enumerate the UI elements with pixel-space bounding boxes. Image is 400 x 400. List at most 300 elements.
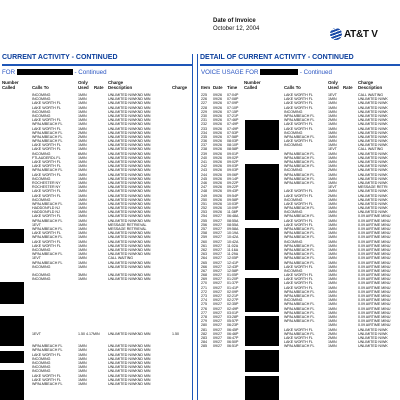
used-cell: 1MIN <box>328 160 337 164</box>
used-cell: 1MIN <box>78 160 87 164</box>
used-cell: 1MIN <box>78 185 87 190</box>
redaction-bar <box>0 166 24 192</box>
used-cell: 1EVT <box>328 93 337 97</box>
charge-desc-cell: UNLIMITED N/WK <box>358 160 388 164</box>
used-cell: 1MIN <box>78 164 87 169</box>
used-cell: 1MIN <box>328 172 337 177</box>
used-cell: 1MIN <box>78 197 87 202</box>
item-cell: 283 <box>201 335 207 340</box>
time-cell: 06:48A <box>227 214 239 219</box>
used-cell: 1MIN <box>328 268 337 273</box>
right-activity-panel <box>197 54 400 400</box>
item-cell: 271 <box>201 285 207 290</box>
item-cell: 227 <box>201 101 207 106</box>
used-cell: 1MIN <box>328 105 337 110</box>
calls-to-cell: LAKE WORTH FL <box>284 126 313 131</box>
item-cell: 245 <box>201 176 207 181</box>
date-cell: 09/27 <box>213 243 222 248</box>
item-cell: 257 <box>201 227 207 231</box>
date-cell: 09/26 <box>213 151 222 156</box>
used-cell: 2MIN <box>328 168 337 173</box>
time-cell: 08:55A <box>227 218 239 223</box>
charge-desc-cell: UNLIMITED N/WK <box>358 118 388 123</box>
charge-desc-cell: UNLIMITED N/WK <box>358 189 388 194</box>
calls-to-cell: LAKE WORTH FL <box>32 172 61 177</box>
date-cell: 09/26 <box>213 206 222 211</box>
charge-desc-cell: 0.09 AIRTIME MINU <box>358 273 391 278</box>
item-cell: 276 <box>201 306 207 311</box>
calls-to-cell: WPALMBEACH FL <box>32 130 63 135</box>
right-sub-title-prefix: VOICE USAGE FOR <box>201 69 259 76</box>
item-cell: 241 <box>201 160 207 164</box>
date-cell: 09/26 <box>213 160 222 164</box>
charge-desc-cell: UNLIMITED N/WKND MIN <box>108 247 151 252</box>
used-cell: 1MIN <box>78 143 87 148</box>
charge-desc-cell: UNLIMITED N/WKND MIN <box>108 139 151 144</box>
date-cell: 09/26 <box>213 130 222 135</box>
invoice-header <box>0 0 400 50</box>
item-cell: 269 <box>201 277 207 282</box>
used-cell: 1MIN <box>328 344 337 349</box>
redaction-bar <box>245 316 279 346</box>
time-cell: 12:05P <box>227 256 239 261</box>
used-cell: 1MIN <box>328 323 337 328</box>
charge-desc-cell: 0.09 AIRTIME MINU <box>358 260 391 265</box>
used-cell: 1MIN <box>328 289 337 294</box>
charge-desc-cell: 0.09 AIRTIME MINU <box>358 268 391 273</box>
used-cell: 1MIN <box>78 93 87 97</box>
used-cell: 2MIN <box>328 331 337 336</box>
calls-to-cell: LAKE WORTH FL <box>32 105 61 110</box>
calls-to-cell: WPALMBEACH FL <box>284 310 315 315</box>
calls-to-cell: WPALMBEACH FL <box>284 256 315 261</box>
calls-to-cell: INCOMING <box>284 130 303 135</box>
date-cell: 09/27 <box>213 306 222 311</box>
time-cell: 07:58P <box>227 134 239 139</box>
date-cell: 09/27 <box>213 294 222 298</box>
used-cell: 1.50 4.17MIN <box>78 331 100 336</box>
date-cell: 09/27 <box>213 260 222 265</box>
charge-desc-cell: UNLIMITED N/WK <box>358 130 388 135</box>
right-rows <box>198 93 400 348</box>
item-cell: 270 <box>201 281 207 286</box>
time-cell: 07:08P <box>227 97 239 102</box>
date-cell: 09/27 <box>213 285 222 290</box>
date-cell: 09/27 <box>213 235 222 240</box>
used-cell: 1MIN <box>328 310 337 315</box>
charge-desc-cell: UNLIMITED N/WK <box>358 97 388 102</box>
used-cell: 1MIN <box>78 101 87 106</box>
used-cell: 1MIN <box>328 143 337 148</box>
date-cell: 09/26 <box>213 168 222 173</box>
calls-to-cell: INCOMING <box>284 210 303 215</box>
date-cell: 09/27 <box>213 222 222 227</box>
calls-to-cell: WPALMBEACH FL <box>284 172 315 177</box>
calls-to-cell: INCOMING <box>32 151 51 156</box>
date-cell: 09/27 <box>213 239 222 244</box>
att-logo <box>330 27 378 41</box>
calls-to-cell: LAKE WORTH FL <box>32 193 61 198</box>
item-cell: 235 <box>201 134 207 139</box>
calls-to-cell: WPALMBEACH FL <box>32 252 63 257</box>
item-cell: 266 <box>201 264 207 269</box>
calls-to-cell: WPALMBEACH FL <box>284 227 315 231</box>
used-cell: 1MIN <box>78 222 87 227</box>
redaction-bar <box>245 278 279 312</box>
charge-desc-cell: 0.09 AIRTIME MINU <box>358 323 391 328</box>
calls-to-cell: ROCHESTER NY <box>32 180 61 185</box>
item-cell: 228 <box>201 105 207 110</box>
calls-to-cell: INCOMING <box>32 176 51 181</box>
calls-to-cell: INCOMING <box>284 298 303 303</box>
time-cell: 11:29A <box>227 252 239 257</box>
date-cell: 09/27 <box>213 264 222 269</box>
used-cell: 1MIN <box>328 327 337 332</box>
date-cell: 09/27 <box>213 289 222 294</box>
calls-to-cell: LAKE WORTH FL <box>284 281 313 286</box>
date-cell: 09/27 <box>213 302 222 307</box>
charge-cell: 1.50 <box>172 331 179 336</box>
used-cell: 1MIN <box>328 164 337 169</box>
calls-to-cell: LAKE WORTH FL <box>284 201 313 206</box>
used-cell: 1MIN <box>78 155 87 160</box>
calls-to-cell: LAKE WORTH FL <box>284 285 313 290</box>
time-cell: 08:10P <box>227 143 239 148</box>
used-cell: 1MIN <box>78 176 87 181</box>
charge-desc-cell: UNLIMITED N/WKND MIN <box>108 172 151 177</box>
calls-to-cell: INCOMING <box>32 109 51 114</box>
time-cell: 09:03P <box>227 168 239 173</box>
calls-to-cell: LAKE WORTH FL <box>284 218 313 223</box>
calls-to-cell: WPALMBEACH FL <box>284 176 315 181</box>
charge-desc-cell: UNLIMITED N/WKND MIN <box>108 197 151 202</box>
time-cell: 07:53P <box>227 130 239 135</box>
charge-desc-cell: UNLIMITED N/WKND MIN <box>108 122 151 127</box>
time-cell: 02:09P <box>227 289 239 294</box>
date-cell: 09/27 <box>213 331 222 336</box>
used-cell: 1MIN <box>328 122 337 127</box>
used-cell: 1MIN <box>78 344 87 349</box>
left-activity-panel <box>0 54 193 400</box>
date-cell: 09/26 <box>213 176 222 181</box>
used-cell: 1MIN <box>78 109 87 114</box>
item-cell: 246 <box>201 180 207 185</box>
calls-to-cell: WPALMBEACH FL <box>32 227 63 231</box>
item-cell: 225 <box>201 93 207 97</box>
item-cell: 231 <box>201 118 207 123</box>
item-cell: 280 <box>201 323 207 328</box>
calls-to-cell: WPALMBEACH FL <box>284 306 315 311</box>
charge-desc-cell: UNLIMITED N/WK <box>358 113 388 118</box>
used-cell: 1MIN <box>328 214 337 219</box>
date-cell: 09/27 <box>213 247 222 252</box>
used-cell: 1MIN <box>78 365 87 370</box>
date-cell: 09/26 <box>213 201 222 206</box>
calls-to-cell: LAKE WORTH FL <box>284 273 313 278</box>
used-cell: 6MIN <box>78 151 87 156</box>
used-cell: 1MIN <box>328 231 337 236</box>
charge-desc-cell: UNLIMITED N/WKND MIN <box>108 105 151 110</box>
date-cell: 09/26 <box>213 210 222 215</box>
item-cell: 244 <box>201 172 207 177</box>
used-cell: 1MIN <box>78 381 87 386</box>
time-cell: 09:54P <box>227 193 239 198</box>
calls-to-cell: WPALMBEACH FL <box>32 218 63 223</box>
col-number: Number <box>244 80 261 86</box>
used-cell: 1MIN <box>328 314 337 319</box>
charge-desc-cell: 0.09 AIRTIME MINU <box>358 214 391 219</box>
item-cell: 268 <box>201 273 207 278</box>
col-called: Called <box>2 85 16 91</box>
time-cell: 06:46P <box>227 331 239 336</box>
item-cell: 275 <box>201 302 207 307</box>
time-cell: 11:16A <box>227 247 239 252</box>
date-cell: 09/26 <box>213 105 222 110</box>
date-cell: 09/27 <box>213 252 222 257</box>
date-cell: 09/26 <box>213 180 222 185</box>
charge-desc-cell: UNLIMITED N/WK <box>358 126 388 131</box>
date-cell: 09/27 <box>213 281 222 286</box>
charge-desc-cell: UNLIMITED N/WK <box>358 180 388 185</box>
used-cell: 1MIN <box>328 319 337 324</box>
date-cell: 09/26 <box>213 189 222 194</box>
time-cell: 09:02P <box>227 160 239 164</box>
charge-desc-cell: UNLIMITED N/WKND MIN <box>108 356 151 361</box>
used-cell: 1MIN <box>78 243 87 248</box>
col-number: Number <box>2 80 19 86</box>
charge-desc-cell: 0.09 AIRTIME MINU <box>358 302 391 307</box>
charge-desc-cell: 0.09 AIRTIME MINU <box>358 294 391 298</box>
used-cell: 1MIN <box>78 227 87 231</box>
item-cell: 262 <box>201 247 207 252</box>
item-cell: 264 <box>201 256 207 261</box>
charge-desc-cell: UNLIMITED N/WKND MIN <box>108 344 151 349</box>
used-cell: 1MIN <box>78 361 87 365</box>
used-cell: 1MIN <box>328 227 337 231</box>
used-cell: 1MIN <box>328 201 337 206</box>
charge-desc-cell: UNLIMITED N/WK <box>358 340 388 345</box>
used-cell: 1MIN <box>328 97 337 102</box>
calls-to-cell: INCOMING <box>32 273 51 278</box>
charge-desc-cell: UNLIMITED N/WKND MIN <box>108 273 151 278</box>
used-cell: 1MIN <box>78 352 87 357</box>
left-sub-title-suffix: - Continued <box>74 69 107 76</box>
charge-desc-cell: MESSAGE RETRI <box>358 185 388 190</box>
calls-to-cell: LAKE WORTH FL <box>32 377 61 382</box>
time-cell: 03:28P <box>227 314 239 319</box>
used-cell: 1MIN <box>328 243 337 248</box>
col-only: Only <box>328 80 338 86</box>
calls-to-cell: WPALMBEACH FL <box>32 235 63 240</box>
left-rows <box>0 93 192 386</box>
calls-to-cell: WPALMBEACH FL <box>284 113 315 118</box>
time-cell: 08:55A <box>227 222 239 227</box>
calls-to-cell: INCOMING <box>284 109 303 114</box>
used-cell: 2MIN <box>328 335 337 340</box>
calls-to-cell: WPALMBEACH FL <box>32 139 63 144</box>
col-rate: Rate <box>343 85 353 91</box>
time-cell: 09:43P <box>227 189 239 194</box>
calls-to-cell: LAKE WORTH FL <box>32 189 61 194</box>
used-cell: 1MIN <box>328 197 337 202</box>
calls-to-cell: WPALMBEACH FL <box>284 164 315 169</box>
date-cell: 09/26 <box>213 143 222 148</box>
time-cell: 11:02A <box>227 243 239 248</box>
date-cell: 09/26 <box>213 118 222 123</box>
calls-to-cell: LAKE WORTH FL <box>284 105 313 110</box>
calls-to-cell: WPALMBEACH FL <box>284 314 315 319</box>
calls-to-cell: WPALMBEACH FL <box>284 331 315 336</box>
time-cell: 08:03P <box>227 139 239 144</box>
charge-desc-cell: UNLIMITED N/WK <box>358 327 388 332</box>
calls-to-cell: LAKE WORTH FL <box>284 340 313 345</box>
item-cell: 252 <box>201 206 207 211</box>
calls-to-cell: WPALMBEACH FL <box>284 252 315 257</box>
charge-desc-cell: MESSAGE RETRIEVAL <box>108 222 147 227</box>
time-cell: 07:46P <box>227 118 239 123</box>
charge-desc-cell: CALL WAITING <box>358 147 384 152</box>
time-cell: 09:14P <box>227 176 239 181</box>
used-cell: 1MIN <box>328 210 337 215</box>
used-cell: 1MIN <box>78 239 87 244</box>
used-cell: 1MIN <box>78 218 87 223</box>
item-cell: 253 <box>201 210 207 215</box>
used-cell: 1MIN <box>328 134 337 139</box>
date-cell: 09/27 <box>213 327 222 332</box>
used-cell: 1MIN <box>328 239 337 244</box>
charge-desc-cell: 0.09 AIRTIME MINU <box>358 310 391 315</box>
used-cell: 1MIN <box>328 260 337 265</box>
charge-desc-cell: UNLIMITED N/WKND MIN <box>108 109 151 114</box>
date-cell: 09/27 <box>213 310 222 315</box>
used-cell: 1MIN <box>328 151 337 156</box>
charge-desc-cell: 0.09 AIRTIME MINU <box>358 231 391 236</box>
date-cell: 09/27 <box>213 273 222 278</box>
time-cell: 08:58P <box>227 147 239 152</box>
item-cell: 256 <box>201 222 207 227</box>
charge-desc-cell: UNLIMITED N/WKND MIN <box>108 118 151 123</box>
date-cell: 09/26 <box>213 155 222 160</box>
date-cell: 09/27 <box>213 227 222 231</box>
used-cell: 1MIN <box>328 222 337 227</box>
charge-desc-cell: UNLIMITED N/WK <box>358 143 388 148</box>
used-cell: 1MIN <box>78 348 87 353</box>
date-cell: 09/27 <box>213 277 222 282</box>
calls-to-cell: INCOMING <box>284 143 303 148</box>
calls-to-cell: LAKE WORTH FL <box>284 101 313 106</box>
charge-desc-cell: UNLIMITED N/WKND MIN <box>108 210 151 215</box>
time-cell: 06:51P <box>227 344 239 349</box>
time-cell: 07:15P <box>227 109 239 114</box>
calls-to-cell: INCOMING <box>32 93 51 97</box>
charge-desc-cell: 0.09 AIRTIME MINU <box>358 306 391 311</box>
used-cell: 1MIN <box>78 373 87 378</box>
charge-desc-cell: 0.09 AIRTIME MINU <box>358 289 391 294</box>
charge-desc-cell: UNLIMITED N/WKND MIN <box>108 206 151 211</box>
charge-desc-cell: UNLIMITED N/WKND MIN <box>108 189 151 194</box>
used-cell: 1MIN <box>328 126 337 131</box>
charge-desc-cell: UNLIMITED N/WKND MIN <box>108 365 151 370</box>
calls-to-cell: LAKE WORTH FL <box>32 126 61 131</box>
charge-desc-cell: 0.09 AIRTIME MINU <box>358 252 391 257</box>
used-cell: 1MIN <box>328 264 337 269</box>
used-cell: 1MIN <box>328 277 337 282</box>
charge-desc-cell: UNLIMITED N/WK <box>358 335 388 340</box>
calls-to-cell: INCOMING <box>32 361 51 365</box>
charge-desc-cell: UNLIMITED N/WKND MIN <box>108 201 151 206</box>
item-cell: 259 <box>201 235 207 240</box>
item-cell: 238 <box>201 147 207 152</box>
date-cell: 09/26 <box>213 147 222 152</box>
redaction-bar <box>0 282 24 304</box>
item-cell: 261 <box>201 243 207 248</box>
calls-to-cell: LAKE WORTH FL <box>32 214 61 219</box>
charge-desc-cell: UNLIMITED N/WK <box>358 193 388 198</box>
redaction-bar <box>0 370 24 400</box>
calls-to-cell: LAKE WORTH FL <box>284 277 313 282</box>
charge-desc-cell: UNLIMITED N/WKND MIN <box>108 143 151 148</box>
charge-desc-cell: 0.09 AIRTIME MINU <box>358 264 391 269</box>
col-charge: Charge <box>172 85 188 91</box>
calls-to-cell: INCOMING <box>32 365 51 370</box>
charge-desc-cell: UNLIMITED N/WKND MIN <box>108 155 151 160</box>
calls-to-cell: WPALMBEACH FL <box>32 260 63 265</box>
calls-to-cell: 1EVT <box>32 256 41 261</box>
calls-to-cell: WPALMBEACH FL <box>32 201 63 206</box>
charge-desc-cell: UNLIMITED N/WK <box>358 344 388 349</box>
used-cell: 1MIN <box>328 340 337 345</box>
charge-desc-cell: UNLIMITED N/WKND MIN <box>108 185 151 190</box>
item-cell: 278 <box>201 314 207 319</box>
calls-to-cell: ROCHESTER NY <box>32 185 61 190</box>
date-cell: 09/27 <box>213 344 222 349</box>
date-cell: 09/27 <box>213 323 222 328</box>
time-cell: 10:03P <box>227 201 239 206</box>
charge-desc-cell: UNLIMITED N/WKND MIN <box>108 180 151 185</box>
used-cell: 1MIN <box>78 172 87 177</box>
item-cell: 279 <box>201 319 207 324</box>
calls-to-cell: WPALMBEACH FL <box>284 231 315 236</box>
calls-to-cell: WPALMBEACH FL <box>284 118 315 123</box>
redaction-bar <box>245 350 279 372</box>
charge-desc-cell: 0.09 AIRTIME MINU <box>358 243 391 248</box>
time-cell: 09:58A <box>227 227 239 231</box>
item-cell: 230 <box>201 113 207 118</box>
table-row <box>0 382 192 386</box>
calls-to-cell: WPALMBEACH FL <box>284 319 315 324</box>
item-cell: 260 <box>201 239 207 244</box>
charge-desc-cell: UNLIMITED N/WK <box>358 105 388 110</box>
charge-desc-cell: UNLIMITED N/WKND MIN <box>108 377 151 382</box>
calls-to-cell: WPALMBEACH FL <box>284 180 315 185</box>
calls-to-cell: LAKE WORTH FL <box>284 122 313 127</box>
calls-to-cell: LAKE WORTH FL <box>32 147 61 152</box>
col-calls-to: Calls To <box>284 85 301 91</box>
calls-to-cell: LAKE WORTH FL <box>284 193 313 198</box>
calls-to-cell: WPALMBEACH FL <box>284 235 315 240</box>
calls-to-cell: LAKE WORTH FL <box>32 231 61 236</box>
used-cell: 1MIN <box>328 155 337 160</box>
calls-to-cell: LAKE WORTH FL <box>284 97 313 102</box>
col-rate: Rate <box>94 85 104 91</box>
date-cell: 09/26 <box>213 193 222 198</box>
charge-desc-cell: UNLIMITED N/WK <box>358 176 388 181</box>
used-cell: 1MIN <box>328 306 337 311</box>
calls-to-cell: FTLAUDERDL FL <box>32 155 61 160</box>
item-cell: 251 <box>201 201 207 206</box>
used-cell: 1MIN <box>78 147 87 152</box>
left-section-title: CURRENT ACTIVITY - CONTINUED <box>2 54 192 66</box>
